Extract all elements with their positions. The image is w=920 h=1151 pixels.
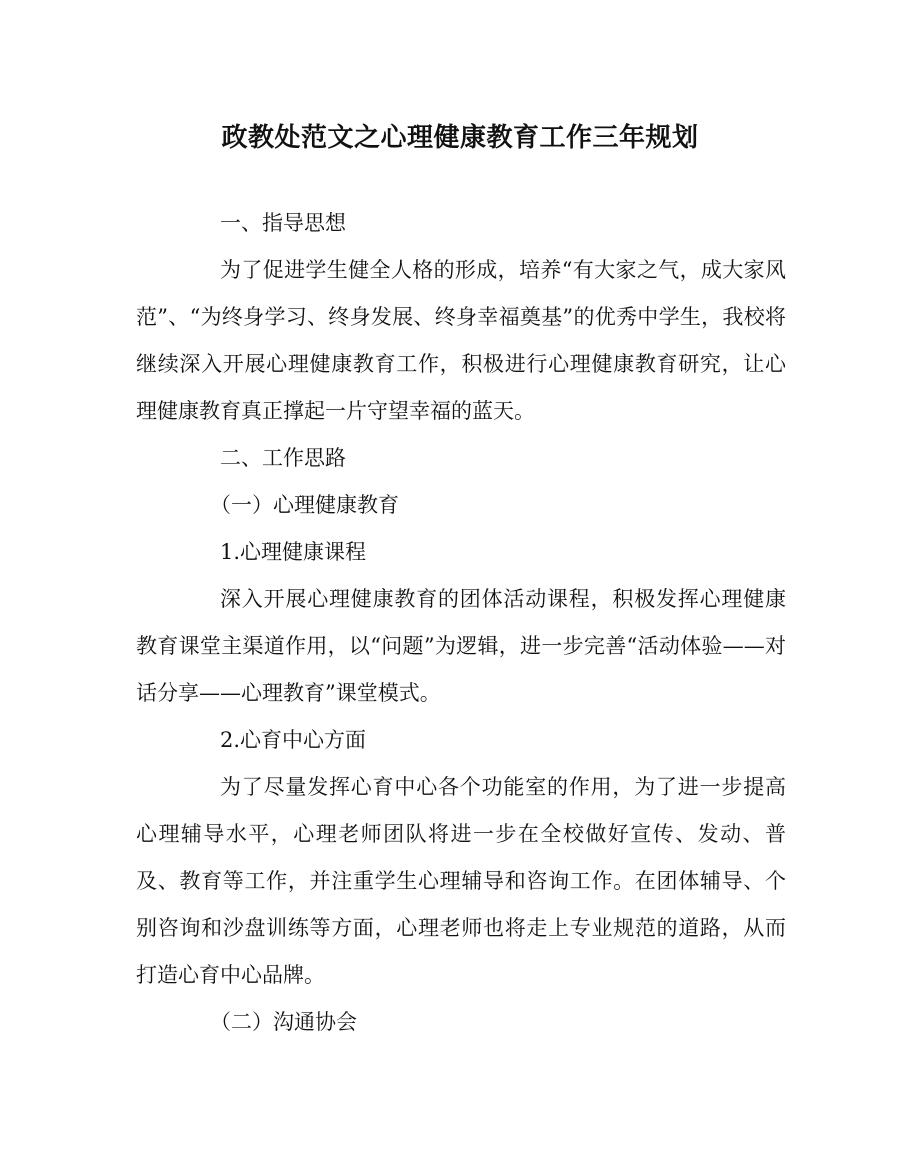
subsection-heading-communication-association: （二）沟通协会 <box>210 1010 357 1034</box>
section-heading-guiding-ideology: 一、指导思想 <box>220 211 346 235</box>
subsection-heading-mental-health-education: （一）心理健康教育 <box>210 493 399 517</box>
document-body <box>136 200 786 1046</box>
document-title: 政教处范文之心理健康教育工作三年规划 <box>221 123 699 153</box>
paragraph-mental-health-course: 深入开展心理健康教育的团体活动课程，积极发挥心理健康教育课堂主渠道作用，以“问题”为逻辑，进一步完善“活动体验——对话分享——心理教育”课堂模式。 <box>136 587 786 705</box>
item-heading-counseling-center: 2.心育中心方面 <box>220 728 367 752</box>
paragraph-counseling-center: 为了尽量发挥心育中心各个功能室的作用，为了进一步提高心理辅导水平，心理老师团队将进一步在全校做好宣传、发动、普及、教育等工作，并注重学生心理辅导和咨询工作。在团体辅导、个别咨询和沙盘训练等方面，心理老师也将走上专业规范的道路，从而打造心育中心品牌。 <box>136 775 786 987</box>
item-heading-mental-health-course: 1.心理健康课程 <box>220 540 367 564</box>
paragraph-guiding-ideology: 为了促进学生健全人格的形成，培养“有大家之气，成大家风范”、“为终身学习、终身发展、终身幸福奠基”的优秀中学生，我校将继续深入开展心理健康教育工作，积极进行心理健康教育研究，让心理健康教育真正撑起一片守望幸福的蓝天。 <box>136 258 786 423</box>
section-heading-work-approach: 二、工作思路 <box>220 446 346 470</box>
